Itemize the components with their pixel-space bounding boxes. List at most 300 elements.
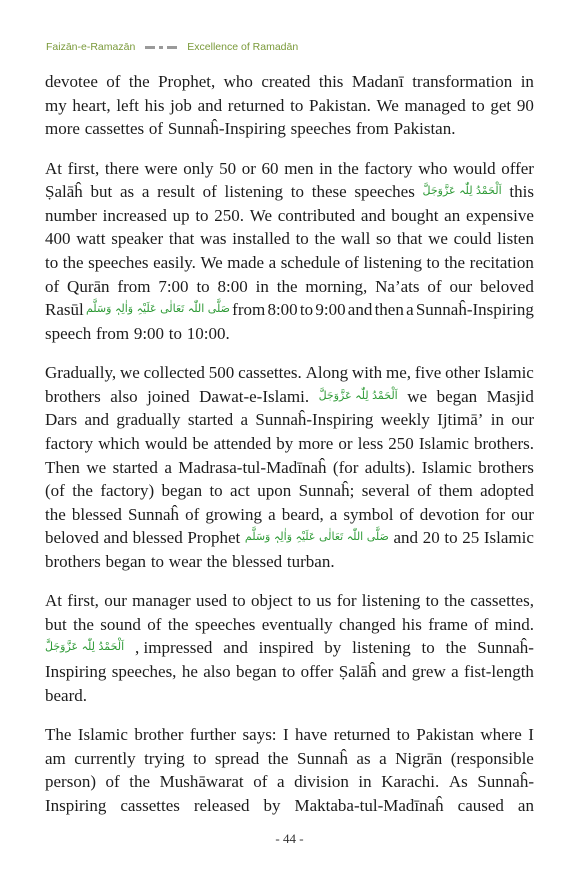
- word: listen: [497, 229, 534, 249]
- word: his: [144, 95, 165, 115]
- word: our: [511, 410, 534, 430]
- word: result: [157, 182, 195, 202]
- word: the: [337, 158, 359, 178]
- arabic-invocation: صَلَّی اللّٰہ تَعَالٰی عَلَیْہِ وَاٰلِہٖ وَسَلَّم: [85, 302, 230, 316]
- word: Qurān: [67, 276, 110, 296]
- word: these: [311, 182, 347, 202]
- word: wear: [168, 551, 202, 571]
- word: mind.: [494, 614, 534, 634]
- text-line: [45, 794, 534, 818]
- word: an: [517, 795, 534, 815]
- word: several: [361, 481, 410, 501]
- word: caused: [457, 795, 504, 815]
- word: devotee: [45, 72, 98, 91]
- word: object: [250, 591, 293, 611]
- text-line: [45, 322, 534, 346]
- word: Inspiring: [45, 662, 107, 682]
- word: have: [295, 725, 328, 745]
- word: offer: [501, 158, 534, 178]
- word: Sunnaĥ;: [298, 481, 355, 501]
- word: started: [112, 457, 158, 477]
- word: Dars: [45, 410, 78, 430]
- word: Sunnaĥ-Inspiring: [255, 410, 374, 430]
- text-line: [45, 251, 534, 275]
- word: turban.: [286, 551, 335, 571]
- word: currently: [74, 748, 136, 768]
- word: beard,: [281, 504, 324, 524]
- word: there: [104, 158, 139, 178]
- word: Maktaba-tul-Madīnaĥ: [294, 795, 444, 815]
- word: who: [223, 72, 253, 91]
- word: get: [490, 95, 512, 115]
- text-line: [45, 361, 534, 385]
- text-line: [45, 550, 534, 574]
- word: listening: [361, 591, 421, 611]
- word: sound: [100, 614, 141, 634]
- word: I: [528, 725, 534, 745]
- body-text: [45, 70, 534, 833]
- text-line: [45, 275, 534, 299]
- word: am: [45, 748, 66, 768]
- word: up: [172, 205, 190, 225]
- text-line: [45, 157, 534, 181]
- word: left: [116, 95, 139, 115]
- word: from: [96, 323, 130, 343]
- word: schedule: [280, 252, 341, 272]
- word: 8:00: [217, 276, 248, 296]
- paragraph: [45, 361, 534, 573]
- word: and: [360, 205, 386, 225]
- word: spread: [214, 748, 260, 768]
- word: Sunnaĥ-: [477, 638, 534, 658]
- word: Sunnaĥ: [127, 504, 179, 524]
- text-line: [45, 408, 534, 432]
- word: other: [445, 363, 480, 383]
- word: I: [282, 725, 289, 745]
- word: less: [357, 433, 384, 453]
- text-line: [45, 636, 534, 660]
- word: symbol: [343, 504, 394, 524]
- word: As: [448, 772, 468, 792]
- chapter-title: Excellence of Ramadān: [187, 41, 299, 53]
- word: the: [167, 614, 189, 634]
- word: to: [396, 725, 410, 745]
- word: Masjid: [486, 386, 534, 406]
- word: in: [319, 158, 333, 178]
- word: speaker: [111, 229, 164, 249]
- word: to: [209, 481, 223, 501]
- word: contributed: [277, 205, 356, 225]
- word: We: [376, 95, 399, 115]
- word: inspired: [258, 638, 314, 658]
- word: division: [294, 772, 349, 792]
- word: to: [168, 323, 183, 343]
- word: Islamic: [483, 528, 534, 548]
- word: installed: [232, 229, 290, 249]
- word: started: [187, 410, 234, 430]
- text-line: [45, 684, 534, 708]
- word: created: [261, 72, 311, 91]
- word: more: [45, 119, 80, 139]
- word: adults).: [364, 457, 416, 477]
- word: that: [396, 229, 423, 249]
- word: speeches,: [111, 662, 177, 682]
- word: to: [45, 252, 59, 272]
- word: this: [509, 182, 534, 202]
- word: 9:00: [133, 323, 165, 343]
- word: brothers: [45, 386, 101, 406]
- word: a: [268, 252, 277, 272]
- word: and: [84, 410, 109, 430]
- arabic-invocation: اَلْحَمْدُ لِلّٰہ عَزَّوَجَلَّ: [318, 388, 398, 402]
- word: Madrasa-tul-Madīnaĥ: [178, 457, 327, 477]
- word: we: [428, 229, 448, 249]
- word: and: [393, 528, 419, 548]
- word: factory): [100, 481, 155, 501]
- word: more: [298, 433, 334, 453]
- word: At: [45, 158, 62, 178]
- word: eventually: [261, 614, 333, 634]
- word: began: [161, 481, 203, 501]
- word: Inspiring: [45, 795, 107, 815]
- word: a: [451, 662, 459, 682]
- word: cassettes,: [470, 591, 534, 611]
- word: 500: [208, 363, 235, 383]
- word: of: [185, 504, 200, 524]
- word: Sunnaĥ: [296, 748, 348, 768]
- word: person): [45, 772, 96, 792]
- paragraph: [45, 589, 534, 707]
- word: to: [421, 638, 435, 658]
- word: we: [86, 457, 107, 477]
- word: from: [232, 300, 266, 320]
- word: the: [62, 252, 84, 272]
- word: grew: [411, 662, 446, 682]
- word: morning,: [305, 276, 368, 296]
- word: Nigrān: [395, 748, 443, 768]
- word: a: [164, 457, 172, 477]
- word: we: [119, 363, 140, 383]
- word: 8:00: [267, 300, 298, 320]
- word: of: [344, 252, 359, 272]
- word: my: [45, 95, 67, 115]
- word: Rasūl: [45, 300, 84, 320]
- word: used: [195, 591, 228, 611]
- word: speech: [45, 323, 92, 343]
- word: in: [520, 72, 534, 91]
- word: of: [253, 772, 268, 792]
- word: blessed: [132, 528, 183, 548]
- word: 250: [388, 433, 414, 453]
- word: 400: [45, 229, 71, 249]
- word: the: [129, 772, 151, 792]
- word: the: [314, 229, 336, 249]
- word: wall: [341, 229, 371, 249]
- word: first,: [67, 158, 100, 178]
- word: to: [290, 95, 304, 115]
- word: from: [355, 119, 389, 139]
- word: gradually: [116, 410, 181, 430]
- word: , impressed: [135, 638, 213, 658]
- word: speeches: [290, 119, 352, 139]
- word: of: [105, 772, 120, 792]
- word: a: [329, 504, 338, 524]
- word: fist-length: [464, 662, 534, 682]
- text-line: [45, 660, 534, 684]
- word: to: [150, 551, 165, 571]
- word: to: [196, 276, 210, 296]
- word: and: [197, 95, 223, 115]
- word: the: [276, 276, 298, 296]
- word: Islamic: [483, 363, 534, 383]
- word: speeches: [354, 182, 415, 202]
- word: of: [148, 119, 164, 139]
- word: to: [299, 300, 314, 320]
- paragraph: [45, 723, 534, 817]
- word: as: [119, 182, 135, 202]
- word: Islamic: [421, 457, 472, 477]
- word: to: [297, 591, 311, 611]
- word: a: [379, 748, 387, 768]
- word: 25: [462, 528, 480, 548]
- word: a: [141, 182, 150, 202]
- word: Pakistan: [416, 725, 474, 745]
- word: of: [45, 276, 60, 296]
- word: beard.: [45, 685, 88, 705]
- text-line: [45, 204, 534, 228]
- word: the: [45, 504, 66, 524]
- word: in: [490, 410, 504, 430]
- word: made: [227, 252, 265, 272]
- arabic-invocation: اَلْحَمْدُ لِلّٰہ عَزَّوَجَلَّ: [422, 184, 502, 198]
- word: factory: [45, 433, 94, 453]
- word: to: [471, 95, 485, 115]
- word: but: [45, 614, 67, 634]
- word: to: [290, 182, 305, 202]
- word: by: [263, 795, 281, 815]
- paragraph: [45, 70, 534, 141]
- word: were: [144, 158, 178, 178]
- word: Mushāwarat: [159, 772, 244, 792]
- word: managed: [404, 95, 466, 115]
- text-line: [45, 117, 534, 141]
- word: speeches: [194, 614, 256, 634]
- word: of: [399, 504, 414, 524]
- word: We: [200, 252, 223, 272]
- word: blessed: [71, 504, 122, 524]
- word: brothers.: [474, 433, 534, 453]
- word: increased: [102, 205, 167, 225]
- word: would: [144, 433, 188, 453]
- text-line: [45, 747, 534, 771]
- text-line: [45, 770, 534, 794]
- word: number: [45, 205, 97, 225]
- word: Pakistan.: [309, 95, 371, 115]
- word: in: [255, 276, 269, 296]
- word: began: [436, 386, 478, 406]
- word: beloved: [480, 276, 534, 296]
- word: frame: [428, 614, 468, 634]
- word: job: [170, 95, 192, 115]
- word: changed: [338, 614, 396, 634]
- word: Pakistan.: [393, 119, 456, 139]
- word: the: [206, 551, 228, 571]
- word: Islamic: [77, 725, 128, 745]
- word: Prophet,: [158, 72, 216, 91]
- word: me,: [385, 363, 411, 383]
- book-title: Faizān-e-Ramazān: [46, 41, 136, 53]
- word: so: [376, 229, 392, 249]
- word: 60: [261, 158, 279, 178]
- word: with: [351, 363, 383, 383]
- word: Ṣalāĥ: [338, 662, 377, 682]
- word: Sunnaĥ-: [477, 772, 534, 792]
- word: to: [193, 748, 207, 768]
- text-line: [45, 479, 534, 503]
- word: listening: [352, 638, 411, 658]
- running-head: [46, 39, 546, 55]
- text-line: [45, 180, 534, 204]
- word: and: [347, 300, 373, 320]
- word: men: [284, 158, 314, 178]
- word: cassettes: [120, 795, 180, 815]
- word: and: [223, 638, 248, 658]
- word: first,: [67, 591, 99, 611]
- word: also: [203, 662, 231, 682]
- word: 90: [516, 95, 534, 115]
- text-line: [45, 456, 534, 480]
- word: that: [168, 229, 195, 249]
- word: the: [444, 252, 466, 272]
- text-line: [45, 503, 534, 527]
- word: weekly: [380, 410, 430, 430]
- text-line: [45, 385, 534, 409]
- word: (of: [45, 481, 65, 501]
- word: speeches: [88, 252, 149, 272]
- word: joined: [147, 386, 190, 406]
- word: a: [268, 504, 276, 524]
- word: of: [202, 182, 217, 202]
- word: blessed: [232, 551, 283, 571]
- word: the: [267, 748, 289, 768]
- word: his: [401, 614, 422, 634]
- word: trying: [144, 748, 185, 768]
- word: adopted: [480, 481, 534, 501]
- word: Prophet: [187, 528, 241, 548]
- word: we: [407, 386, 428, 406]
- word: listening: [224, 182, 284, 202]
- word: began: [236, 662, 277, 682]
- word: also: [110, 386, 138, 406]
- word: Karachi.: [381, 772, 440, 792]
- word: and: [103, 528, 129, 548]
- word: our: [104, 591, 127, 611]
- word: to: [425, 591, 439, 611]
- word: of: [474, 614, 489, 634]
- word: brothers: [478, 457, 534, 477]
- text-line: [45, 723, 534, 747]
- word: attended: [213, 433, 272, 453]
- paragraph: [45, 157, 534, 346]
- word: five: [414, 363, 442, 383]
- word: an: [444, 205, 461, 225]
- word: a: [276, 772, 285, 792]
- word: beloved: [45, 528, 99, 548]
- text-line: [45, 589, 534, 613]
- word: growing: [205, 504, 262, 524]
- word: We: [249, 205, 273, 225]
- word: brother: [134, 725, 184, 745]
- text-line: [45, 298, 534, 322]
- word: where: [480, 725, 522, 745]
- word: Ijtimā’: [437, 410, 484, 430]
- word: for: [336, 591, 357, 611]
- word: released: [193, 795, 250, 815]
- word: act: [230, 481, 250, 501]
- word: began: [105, 551, 147, 571]
- word: 10:00.: [186, 323, 230, 343]
- word: he: [181, 662, 198, 682]
- word: Islamic: [418, 433, 469, 453]
- word: to: [195, 205, 209, 225]
- word: At: [45, 591, 62, 611]
- word: expensive: [465, 205, 534, 225]
- separator-dashes: [143, 46, 179, 49]
- word: heart,: [72, 95, 111, 115]
- word: cassettes.: [238, 363, 302, 383]
- word: our: [511, 504, 534, 524]
- word: the: [445, 638, 467, 658]
- word: returned: [227, 95, 285, 115]
- word: or: [241, 158, 256, 178]
- arabic-invocation: اَلْحَمْدُ لِلّٰہ عَزَّوَجَلَّ: [45, 640, 125, 654]
- word: by: [324, 638, 342, 658]
- word: was: [200, 229, 227, 249]
- word: 20: [422, 528, 440, 548]
- word: could: [453, 229, 492, 249]
- word: says:: [242, 725, 277, 745]
- text-line: [45, 94, 534, 118]
- word: Then: [45, 457, 80, 477]
- text-line: [45, 70, 534, 94]
- word: transformation: [412, 72, 513, 91]
- word: and: [381, 662, 407, 682]
- word: our: [449, 276, 473, 296]
- word: Along: [305, 363, 349, 383]
- word: a: [406, 300, 414, 320]
- word: by: [276, 433, 294, 453]
- word: to: [426, 252, 440, 272]
- word: in: [358, 772, 372, 792]
- word: a: [240, 410, 249, 430]
- word: bought: [391, 205, 439, 225]
- word: of: [147, 614, 162, 634]
- word: The: [45, 725, 72, 745]
- word: them: [438, 481, 473, 501]
- word: to: [295, 229, 309, 249]
- word: (for: [332, 457, 359, 477]
- word: the: [444, 591, 465, 611]
- word: 250.: [214, 205, 245, 225]
- word: for: [485, 504, 506, 524]
- word: us: [316, 591, 332, 611]
- word: would: [453, 158, 496, 178]
- word: recitation: [469, 252, 534, 272]
- word: 50: [219, 158, 237, 178]
- word: the: [128, 72, 150, 91]
- word: the: [73, 614, 94, 634]
- word: Dawat-e-Islami.: [199, 386, 310, 406]
